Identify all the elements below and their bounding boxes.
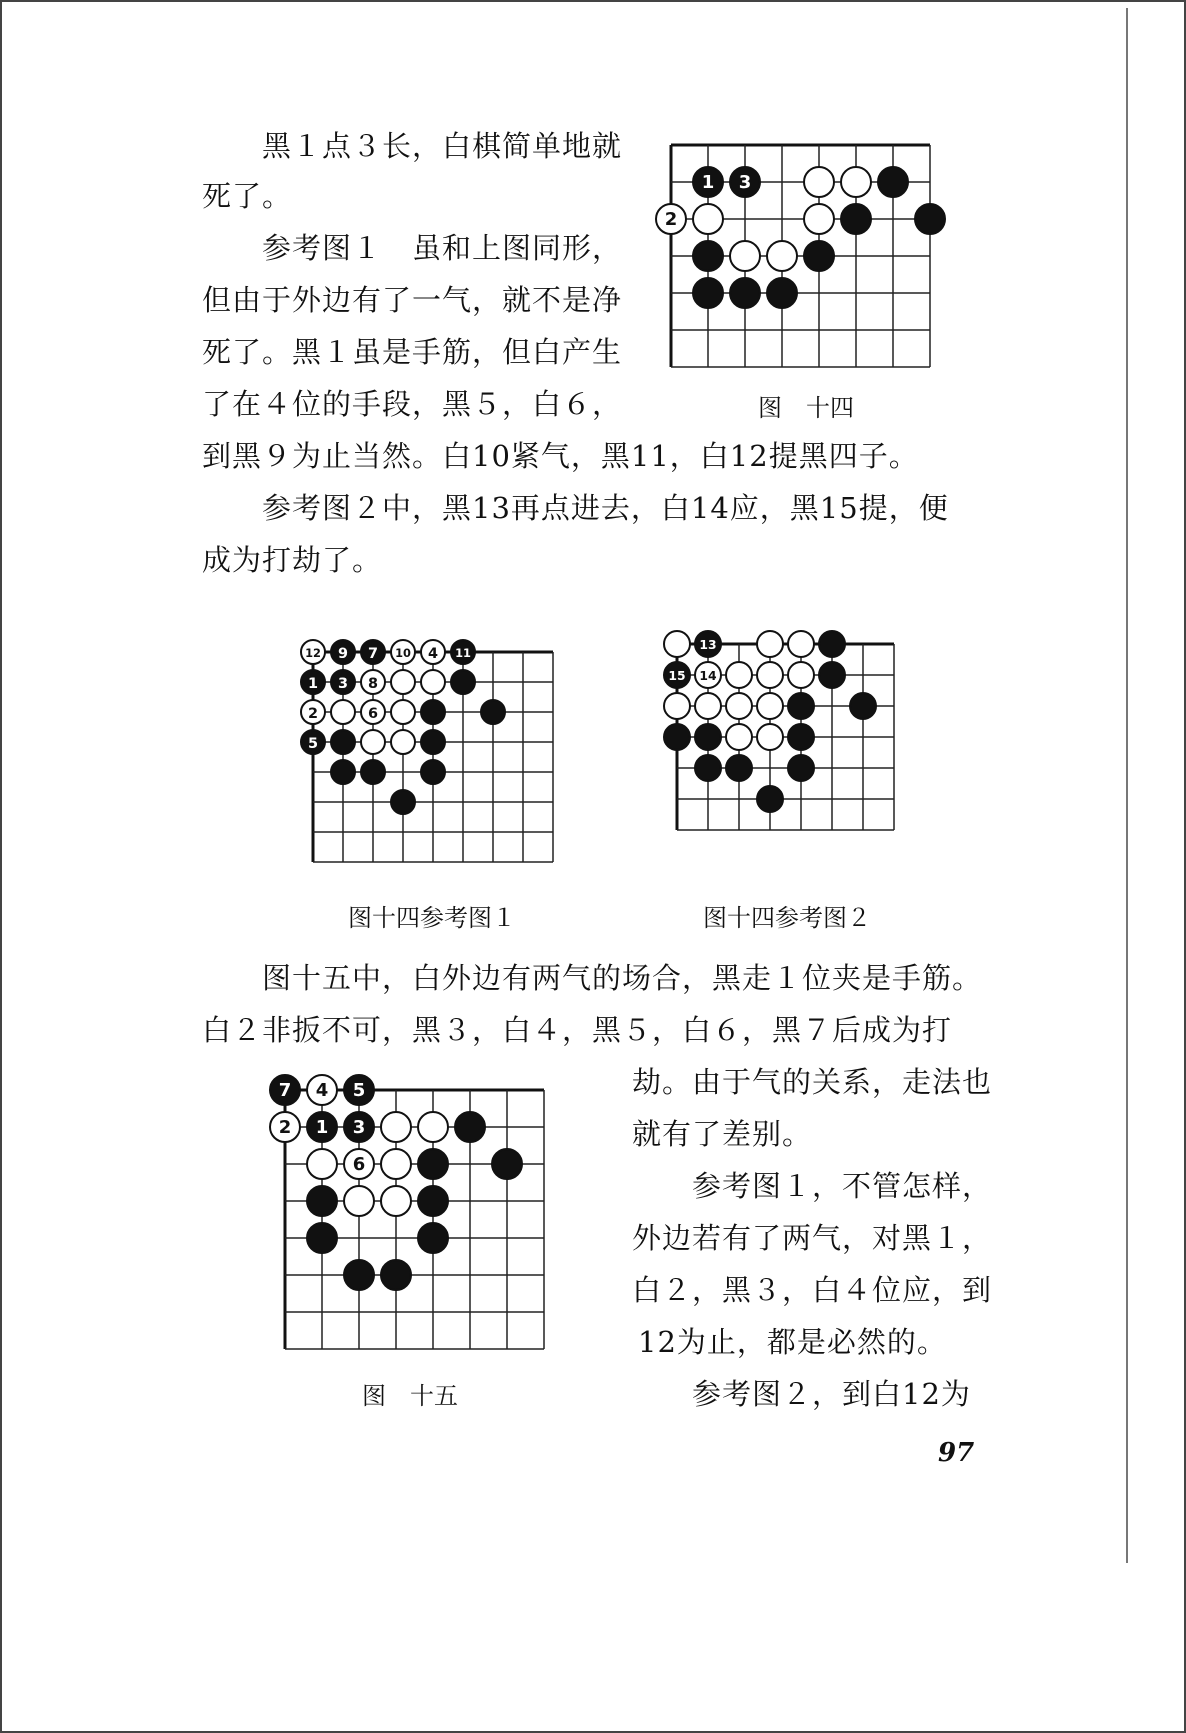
black-stone bbox=[331, 760, 355, 784]
black-stone bbox=[361, 760, 385, 784]
white-stone bbox=[757, 693, 783, 719]
black-stone bbox=[767, 278, 797, 308]
white-stone bbox=[757, 724, 783, 750]
text-line: 12为止，都是必然的。 bbox=[638, 1325, 947, 1359]
go-board-fig14 bbox=[660, 130, 970, 380]
black-stone bbox=[307, 1223, 337, 1253]
stone-number: 2 bbox=[664, 209, 678, 230]
white-stone bbox=[726, 724, 752, 750]
white-stone bbox=[664, 631, 690, 657]
go-board-fig14-ref1 bbox=[300, 640, 580, 870]
text-line: 参考图１ 虽和上图同形， bbox=[262, 231, 623, 265]
white-stone bbox=[664, 693, 690, 719]
black-stone bbox=[730, 278, 760, 308]
stone-number: 12 bbox=[305, 646, 321, 660]
black-stone bbox=[481, 700, 505, 724]
white-stone bbox=[344, 1186, 374, 1216]
black-stone bbox=[492, 1149, 522, 1179]
black-stone bbox=[344, 1260, 374, 1290]
black-stone bbox=[915, 204, 945, 234]
stone-number: 3 bbox=[352, 1117, 366, 1138]
text-line: 了在４位的手段，黑５，白６， bbox=[202, 387, 623, 421]
black-stone bbox=[421, 730, 445, 754]
white-stone bbox=[726, 662, 752, 688]
text-line: 图十五中，白外边有两气的场合，黑走１位夹是手筋。 bbox=[262, 961, 983, 995]
stone-number: 11 bbox=[455, 646, 471, 660]
black-stone bbox=[455, 1112, 485, 1142]
black-stone bbox=[757, 786, 783, 812]
text-line: 劫。由于气的关系，走法也 bbox=[632, 1065, 993, 1099]
stone-number: 4 bbox=[315, 1080, 329, 1101]
go-board-fig14-ref2 bbox=[665, 632, 930, 872]
stone-number: 15 bbox=[668, 669, 686, 683]
black-stone bbox=[418, 1223, 448, 1253]
white-stone bbox=[804, 204, 834, 234]
stone-number: 5 bbox=[307, 736, 319, 752]
black-stone bbox=[819, 631, 845, 657]
white-stone bbox=[307, 1149, 337, 1179]
text-line: 死了。 bbox=[202, 179, 293, 213]
white-stone bbox=[767, 241, 797, 271]
text-line: 但由于外边有了一气，就不是净 bbox=[202, 283, 623, 317]
black-stone bbox=[693, 241, 723, 271]
white-stone bbox=[757, 662, 783, 688]
stone-number: 9 bbox=[337, 646, 349, 662]
black-stone bbox=[850, 693, 876, 719]
stone-number: 2 bbox=[278, 1117, 292, 1138]
black-stone bbox=[331, 730, 355, 754]
white-stone bbox=[788, 662, 814, 688]
text-line: 到黑９为止当然。白10紧气，黑11，白12提黑四子。 bbox=[202, 439, 919, 473]
white-stone bbox=[421, 670, 445, 694]
black-stone bbox=[421, 760, 445, 784]
white-stone bbox=[391, 700, 415, 724]
white-stone bbox=[726, 693, 752, 719]
black-stone bbox=[819, 662, 845, 688]
white-stone bbox=[695, 693, 721, 719]
black-stone bbox=[418, 1149, 448, 1179]
caption-fig15: 图 十五 bbox=[362, 1382, 458, 1410]
stone-number: 1 bbox=[307, 676, 319, 692]
stone-number: 1 bbox=[701, 172, 715, 193]
text-line: 就有了差别。 bbox=[632, 1117, 813, 1151]
caption-fig14-ref2: 图十四参考图２ bbox=[703, 904, 871, 932]
white-stone bbox=[418, 1112, 448, 1142]
stone-number: 13 bbox=[699, 638, 717, 652]
black-stone bbox=[381, 1260, 411, 1290]
black-stone bbox=[788, 693, 814, 719]
stone-number: 3 bbox=[738, 172, 752, 193]
stone-number: 7 bbox=[367, 646, 379, 662]
white-stone bbox=[381, 1149, 411, 1179]
text-line: 黑１点３长，白棋简单地就 bbox=[262, 129, 623, 163]
page-number: 97 bbox=[938, 1438, 975, 1468]
black-stone bbox=[391, 790, 415, 814]
black-stone bbox=[451, 670, 475, 694]
caption-fig14: 图 十四 bbox=[758, 394, 854, 422]
black-stone bbox=[788, 724, 814, 750]
stone-number: 2 bbox=[307, 706, 319, 722]
white-stone bbox=[331, 700, 355, 724]
text-line: 外边若有了两气，对黑１， bbox=[632, 1221, 993, 1255]
black-stone bbox=[695, 755, 721, 781]
stone-number: 5 bbox=[352, 1080, 366, 1101]
black-stone bbox=[307, 1186, 337, 1216]
stone-number: 3 bbox=[337, 676, 349, 692]
page-edge-line bbox=[1126, 8, 1128, 1563]
text-line: 白２非扳不可，黑３，白４，黑５，白６，黑７后成为打 bbox=[202, 1013, 953, 1047]
white-stone bbox=[381, 1186, 411, 1216]
text-line: 参考图１，不管怎样， bbox=[692, 1169, 993, 1203]
black-stone bbox=[418, 1186, 448, 1216]
text-line: 参考图２，到白12为 bbox=[692, 1377, 971, 1411]
caption-fig14-ref1: 图十四参考图１ bbox=[348, 904, 516, 932]
black-stone bbox=[804, 241, 834, 271]
black-stone bbox=[693, 278, 723, 308]
white-stone bbox=[361, 730, 385, 754]
stone-number: 8 bbox=[367, 676, 379, 692]
white-stone bbox=[381, 1112, 411, 1142]
white-stone bbox=[391, 670, 415, 694]
stone-number: 14 bbox=[699, 669, 717, 683]
text-line: 白２，黑３，白４位应，到 bbox=[632, 1273, 993, 1307]
text-line: 死了。黑１虽是手筋，但白产生 bbox=[202, 335, 623, 369]
stone-number: 7 bbox=[278, 1080, 292, 1101]
black-stone bbox=[421, 700, 445, 724]
white-stone bbox=[804, 167, 834, 197]
text-line: 成为打劫了。 bbox=[202, 543, 383, 577]
white-stone bbox=[730, 241, 760, 271]
go-board-fig15 bbox=[270, 1070, 590, 1360]
black-stone bbox=[695, 724, 721, 750]
white-stone bbox=[693, 204, 723, 234]
text-line: 参考图２中，黑13再点进去，白14应，黑15提，便 bbox=[262, 491, 949, 525]
black-stone bbox=[841, 204, 871, 234]
black-stone bbox=[788, 755, 814, 781]
white-stone bbox=[788, 631, 814, 657]
black-stone bbox=[726, 755, 752, 781]
stone-number: 1 bbox=[315, 1117, 329, 1138]
stone-number: 6 bbox=[367, 706, 379, 722]
black-stone bbox=[878, 167, 908, 197]
white-stone bbox=[841, 167, 871, 197]
stone-number: 4 bbox=[427, 646, 439, 662]
white-stone bbox=[757, 631, 783, 657]
white-stone bbox=[391, 730, 415, 754]
black-stone bbox=[664, 724, 690, 750]
stone-number: 10 bbox=[395, 646, 411, 660]
stone-number: 6 bbox=[352, 1154, 366, 1175]
